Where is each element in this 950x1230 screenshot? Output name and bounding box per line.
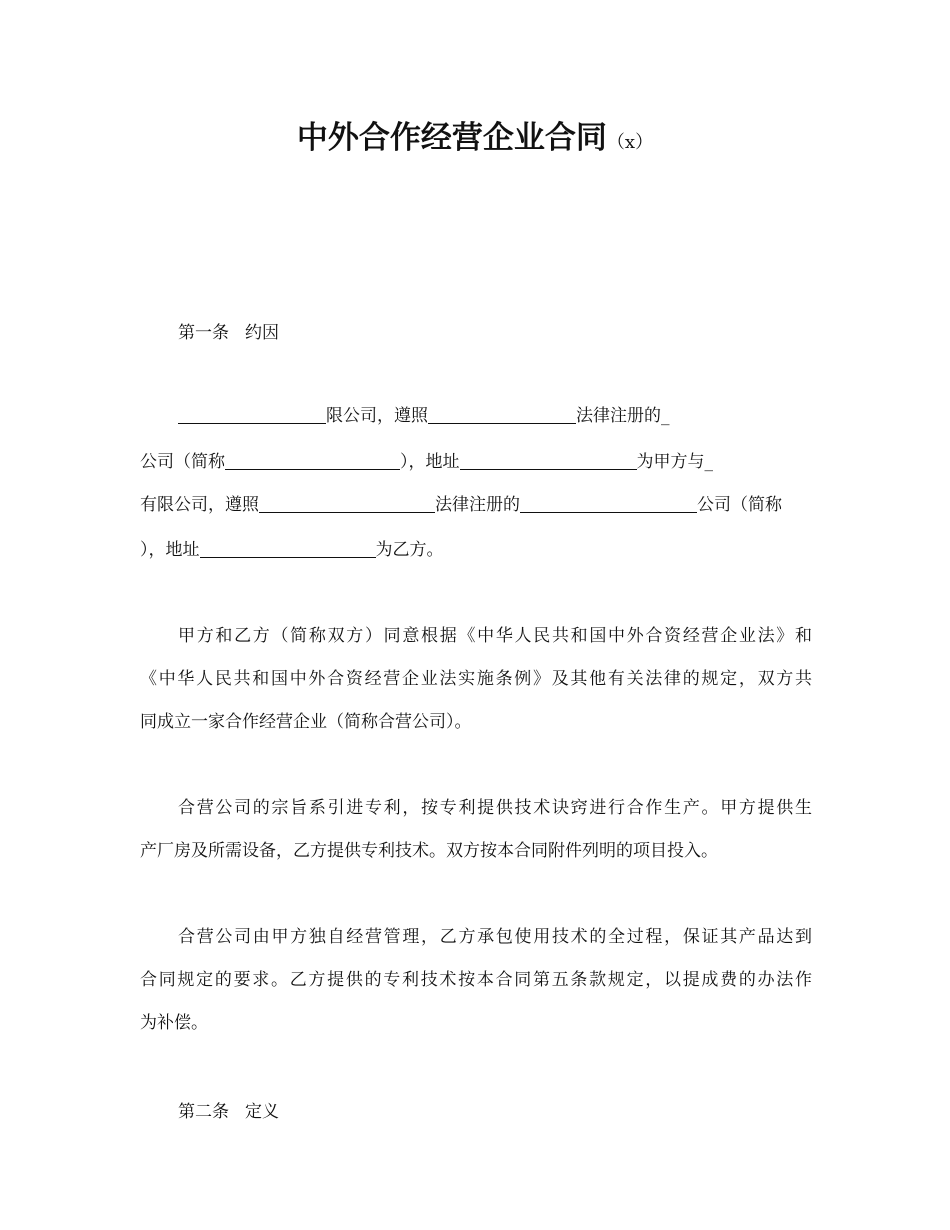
paragraph-2-line-2: 《中华人民共和国中外合资经营企业法实施条例》及其他有关法律的规定，双方共 <box>140 669 812 689</box>
blank-field[interactable] <box>178 406 326 424</box>
article-1-heading <box>178 318 279 343</box>
party-line-1 <box>140 404 812 428</box>
party-text: 法律注册的 <box>435 495 520 515</box>
party-text: ），地址 <box>400 452 460 472</box>
paragraph-2-line-3: 同成立一家合作经营企业（简称合营公司）。 <box>140 712 472 732</box>
article-1-number: 第一条 <box>178 323 229 343</box>
article-1-title: 约因 <box>245 323 279 343</box>
paragraph-4-line-1: 合营公司由甲方独自经营管理，乙方承包使用技术的全过程，保证其产品达到 <box>178 927 812 947</box>
document-title <box>0 112 950 157</box>
party-text: 有限公司，遵照 <box>140 495 259 515</box>
blank-field[interactable] <box>225 452 400 470</box>
title-suffix: （x） <box>606 132 654 153</box>
blank-field[interactable] <box>520 495 697 513</box>
article-2-heading <box>178 1097 279 1122</box>
blank-field[interactable] <box>200 540 376 558</box>
blank-field[interactable] <box>460 452 637 470</box>
party-text: ），地址 <box>140 540 200 560</box>
party-line-4 <box>140 538 812 562</box>
party-text: 为甲方与_ <box>636 452 713 472</box>
party-line-2 <box>140 450 812 474</box>
paragraph-3-line-1: 合营公司的宗旨系引进专利，按专利提供技术诀窍进行合作生产。甲方提供生 <box>178 798 812 818</box>
title-main: 中外合作经营企业合同 <box>296 120 607 156</box>
party-text: 公司（简称 <box>140 452 225 472</box>
party-text: 为乙方。 <box>375 540 444 560</box>
article-2-title: 定义 <box>245 1102 279 1122</box>
party-text: 法律注册的_ <box>576 406 670 426</box>
paragraph-4-line-2: 合同规定的要求。乙方提供的专利技术按本合同第五条款规定，以提成费的办法作 <box>140 970 812 990</box>
blank-field[interactable] <box>259 495 435 513</box>
paragraph-2-line-1: 甲方和乙方（简称双方）同意根据《中华人民共和国中外合资经营企业法》和 <box>178 626 812 646</box>
paragraph-3-line-2: 产厂房及所需设备，乙方提供专利技术。双方按本合同附件列明的项目投入。 <box>140 841 718 861</box>
party-line-3 <box>140 493 812 517</box>
blank-field[interactable] <box>428 406 576 424</box>
article-2-number: 第二条 <box>178 1102 229 1122</box>
paragraph-4-line-3: 为补偿。 <box>140 1013 208 1033</box>
party-text: 公司（简称 <box>697 495 782 515</box>
party-text: 限公司，遵照 <box>326 406 428 426</box>
